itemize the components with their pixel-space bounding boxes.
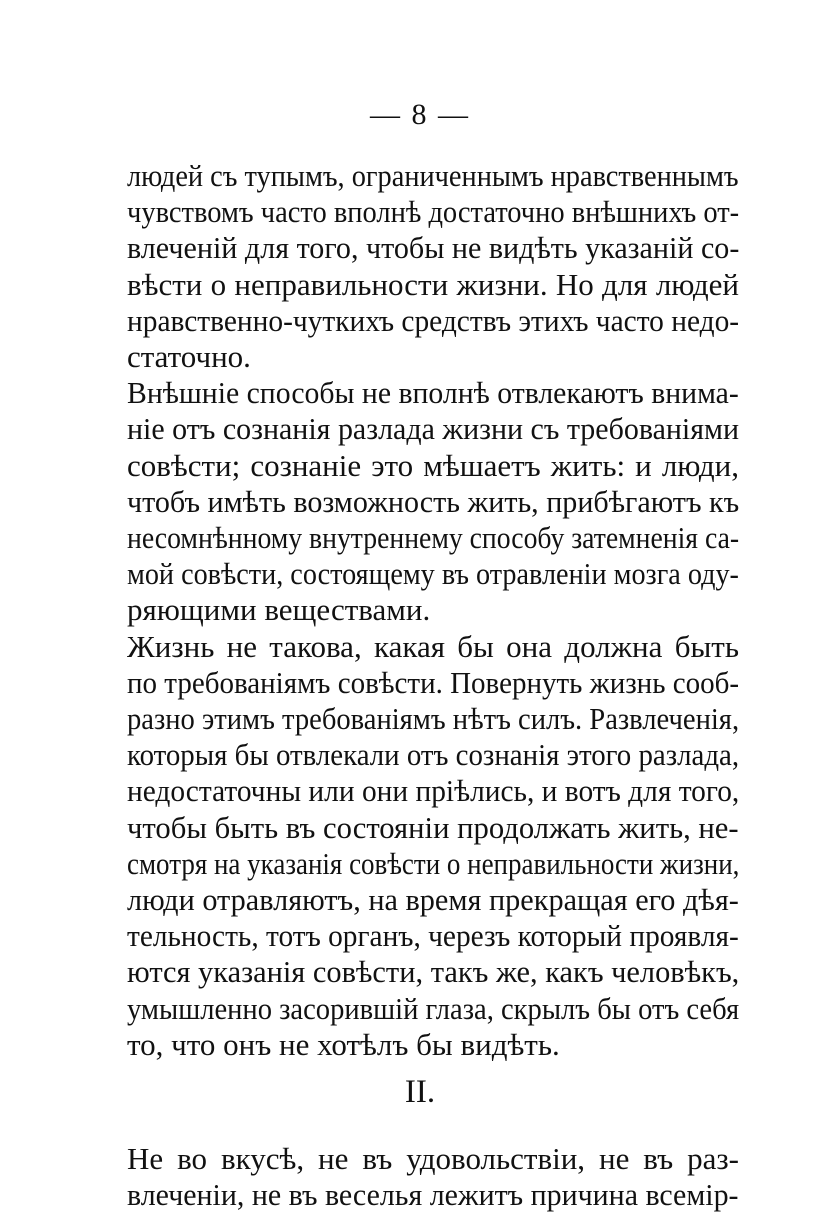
text-line: Не во вкусѣ, не въ удовольствіи, не въ раз- — [127, 1141, 739, 1176]
text-line: людей съ тупымъ, ограниченнымъ нравственнымъ — [127, 158, 739, 193]
text-line: нравственно-чуткихъ средствъ этихъ часто недо- — [127, 303, 740, 338]
section-heading: II. — [404, 1074, 436, 1110]
text-line: Жизнь не такова, какая бы она должна быть — [127, 629, 739, 664]
text-line: Внѣшніе способы не вполнѣ отвлекаютъ внима- — [127, 375, 739, 410]
text-line: ются указанія совѣсти, такъ же, какъ человѣкъ, — [127, 954, 740, 989]
text-line: люди отравляютъ, на время прекращая его дѣя- — [127, 882, 739, 917]
text-line: тельность, тотъ органъ, черезъ который проявля- — [127, 918, 739, 953]
text-line: несомнѣнному внутреннему способу затемненія са- — [127, 520, 740, 555]
text-line: влеченіи, не въ веселья лежитъ причина всемір- — [127, 1177, 739, 1212]
text-line: ніе отъ сознанія разлада жизни съ требованіями — [127, 411, 740, 446]
text-line: чтобъ имѣть возможность жить, прибѣгаютъ къ — [127, 484, 740, 519]
text-line: влеченій для того, чтобы не видѣть указаній со- — [127, 230, 740, 265]
text-line: недостаточны или они прiѣлись, и вотъ для того, — [127, 773, 740, 808]
text-line: совѣсти; сознаніе это мѣшаетъ жить: и люди, — [127, 448, 739, 483]
text-line: разно этимъ требованіямъ нѣтъ силъ. Развлеченія, — [127, 701, 740, 736]
text-line: мой совѣсти, состоящему въ отравленіи мозга оду- — [127, 556, 739, 591]
text-line: смотря на указанія совѣсти о неправильности жизни, — [127, 846, 740, 881]
text-line: то, что онъ не хотѣлъ бы видѣть. — [127, 1027, 560, 1062]
text-line: чтобы быть въ состояніи продолжать жить, не- — [127, 810, 739, 845]
text-line: чувствомъ часто вполнѣ достаточно внѣшнихъ от- — [127, 194, 740, 229]
text-line: статочно. — [127, 339, 251, 374]
text-line: вѣсти о неправильности жизни. Но для людей — [127, 267, 739, 302]
page-number: — 8 — — [370, 98, 470, 131]
text-line: ряющими веществами. — [127, 592, 431, 627]
text-line: умышленно засорившій глаза, скрылъ бы отъ себя — [127, 991, 740, 1026]
text-line: которыя бы отвлекали отъ сознанія этого разлада, — [127, 737, 740, 772]
text-line: по требованіямъ совѣсти. Повернуть жизнь сооб- — [127, 665, 739, 700]
